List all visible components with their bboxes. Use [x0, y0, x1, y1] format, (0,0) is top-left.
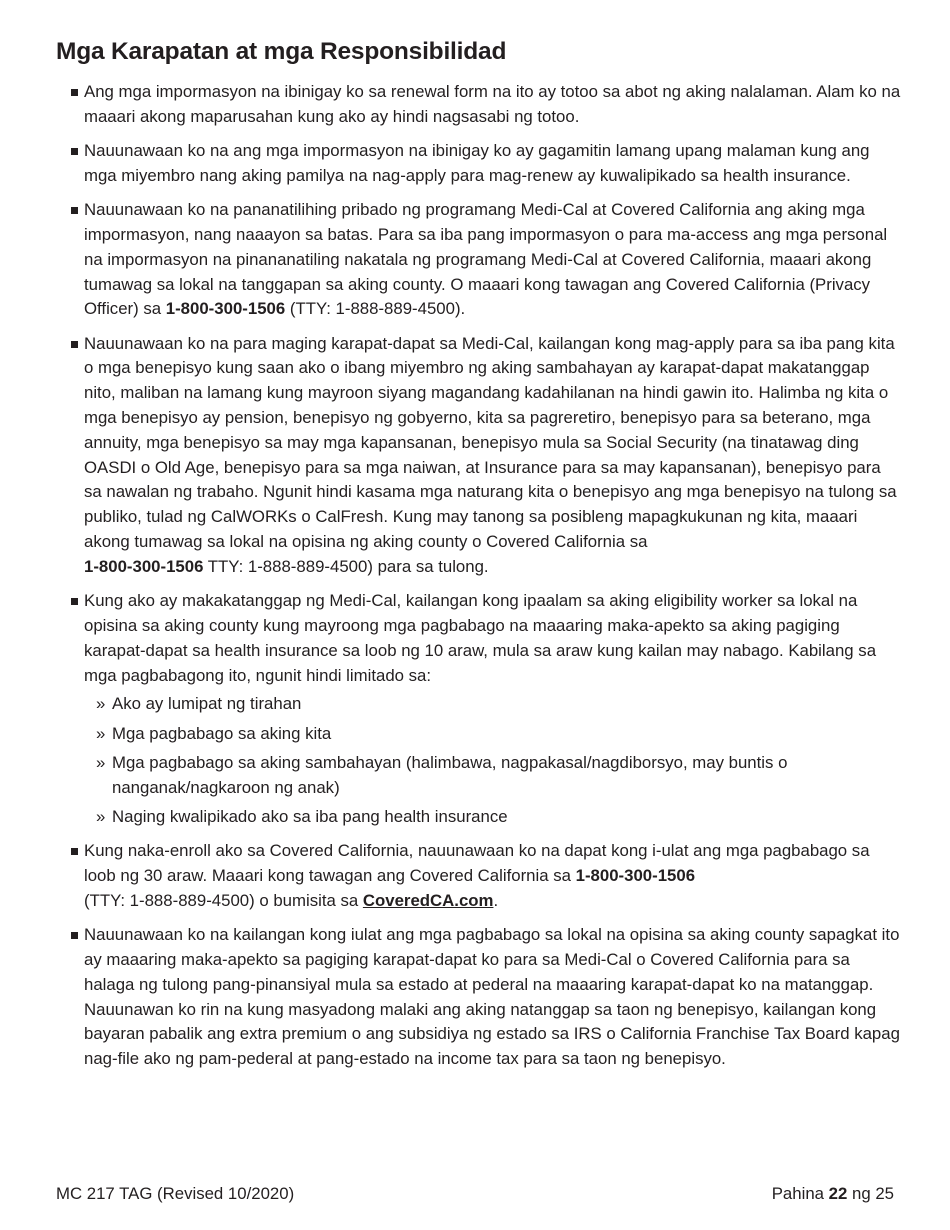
item-text: Nauunawaan ko na para maging karapat-dapat sa Medi-Cal, kailangan kong mag-apply para sa iba pang kita o mga benepisyo kung saan ako o ibang miyembro ng aking sambahayan ay karapat-dapat makatanggap nito, maliban na lamang kung mayroon siyang magandang kadahilanan na hindi gawin ito. Halimba ng kita o mga benepisyo ay pension, benepisyo ng gobyerno, kita sa pagreretiro, benepisyo para sa beterano, mga annuity, mga benepisyo sa may mga kapansanan, benepisyo mula sa Social Security (na tinatawag ding OASDI o Old Age, benepisyo para sa mga naiwan, at Insurance para sa may kapansanan), benepisyo para sa nawalan ng trabaho. Ngunit hindi kasama mga naturang kita o benepisyo ang mga benepisyo na tulong sa publiko, tulad ng CalWORKs o CalFresh. Kung may tanong sa posibleng mapagkukunan ng kita, maaari akong tumawag sa lokal na opisina ng aking county o Covered California sa: [84, 333, 897, 552]
list-item: [56, 923, 901, 1072]
item-text: Ang mga impormasyon na ibinigay ko sa renewal form na ito ay totoo sa abot ng aking nalalaman. Alam ko na maaari akong maparusahan kung ako ay hindi nagsasabi ng totoo.: [84, 82, 901, 126]
sub-item-text: Ako ay lumipat ng tirahan: [112, 694, 302, 714]
item-text: Nauunawaan ko na pananatilihing pribado ng programang Medi-Cal at Covered California ang aking mga impormasyon, nang naaayon sa batas. Para sa iba pang impormasyon o para ma-access ang mga personal na impormasyon na pinananatiling nakatala ng programang Medi-Cal at Covered California, maaari akong tumawag sa lokal na tanggapan sa aking county. O maaari kong tawagan ang Covered California (Privacy Officer) sa: [84, 200, 888, 319]
square-bullet-icon: [71, 148, 78, 155]
rights-list: [56, 80, 901, 1072]
phone-number: 1-800-300-1506: [575, 866, 696, 886]
phone-number: 1-800-300-1506: [84, 556, 204, 576]
page-number: 22: [828, 1184, 848, 1203]
changes-sublist: [84, 692, 901, 829]
item-text-tail: .: [493, 890, 499, 910]
chevron-right-icon: »: [96, 752, 106, 772]
chevron-right-icon: »: [96, 694, 106, 714]
chevron-right-icon: »: [96, 723, 106, 743]
sub-item-text: Mga pagbabago sa aking sambahayan (halimbawa, nagpakasal/nagdiborsyo, may buntis o nanganak/nagkaroon ng anak): [112, 752, 788, 797]
list-item: [56, 332, 901, 580]
square-bullet-icon: [71, 207, 78, 214]
list-item: [56, 839, 901, 913]
sub-item-text: Naging kwalipikado ako sa iba pang health insurance: [112, 807, 508, 827]
square-bullet-icon: [71, 848, 78, 855]
item-text: Nauunawaan ko na kailangan kong iulat ang mga pagbabago sa lokal na opisina sa aking county sapagkat ito ay maaaring maka-apekto sa pagiging karapat-dapat ko para sa Medi-Cal o Covered California para sa halaga ng tulong pang-pinansiyal mula sa estado at pederal na maaaring karapat-dapat ko na matanggap. Nauunawan ko rin na kung masyadong malaki ang aking natanggap sa taon ng benepisyo, kailangan kong bayaran pabalik ang extra premium o ang subsidiya ng estado sa IRS o California Franchise Tax Board kapag nag-file ako ng pam-pederal at pang-estado na income tax para sa taon ng benepisyo.: [84, 925, 900, 1069]
square-bullet-icon: [71, 341, 78, 348]
form-id: MC 217 TAG (Revised 10/2020): [56, 1184, 295, 1203]
phone-number: 1-800-300-1506: [165, 299, 286, 319]
square-bullet-icon: [71, 932, 78, 939]
sub-list-item: [84, 751, 901, 801]
square-bullet-icon: [71, 598, 78, 605]
document-page: [56, 36, 901, 1081]
page-total: ng 25: [847, 1184, 894, 1203]
coveredca-link[interactable]: CoveredCA.com: [362, 890, 494, 910]
item-text: Kung naka-enroll ako sa Covered California, nauunawaan ko na dapat kong i-ulat ang mga pagbabago sa loob ng 30 araw. Maaari kong tawagan ang Covered California sa: [84, 841, 870, 886]
item-text: Nauunawaan ko na ang mga impormasyon na ibinigay ko ay gagamitin lamang upang malaman kung ang mga miyembro nang aking pamilya na nag-apply para mag-renew ay kuwalipikado sa health insurance.: [84, 141, 870, 185]
list-item: [56, 589, 901, 830]
item-text-tail: (TTY: 1-888-889-4500).: [285, 299, 466, 319]
item-text-mid: (TTY: 1-888-889-4500) o bumisita sa: [84, 890, 363, 910]
page-indicator: [772, 1183, 894, 1205]
sub-item-text: Mga pagbabago sa aking kita: [112, 723, 332, 743]
list-item: [56, 139, 901, 189]
list-item: [56, 198, 901, 322]
square-bullet-icon: [71, 89, 78, 96]
sub-list-item: [84, 805, 901, 830]
page-label: Pahina: [771, 1184, 829, 1203]
sub-list-item: [84, 722, 901, 747]
item-text: Kung ako ay makakatanggap ng Medi-Cal, kailangan kong ipaalam sa aking eligibility worker sa lokal na opisina sa aking county kung mayroong mga pagbabago na maaaring maka-apekto sa aking pagiging karapat-dapat sa health insurance sa loob ng 10 araw, mula sa araw kung kailan may nabago. Kabilang sa mga pagbabagong ito, ngunit hindi limitado sa:: [84, 591, 877, 685]
sub-list-item: [84, 692, 901, 717]
section-heading: Mga Karapatan at mga Responsibilidad: [56, 38, 507, 65]
chevron-right-icon: »: [96, 807, 106, 827]
list-item: [56, 80, 901, 130]
item-text-tail: TTY: 1-888-889-4500) para sa tulong.: [203, 556, 489, 576]
